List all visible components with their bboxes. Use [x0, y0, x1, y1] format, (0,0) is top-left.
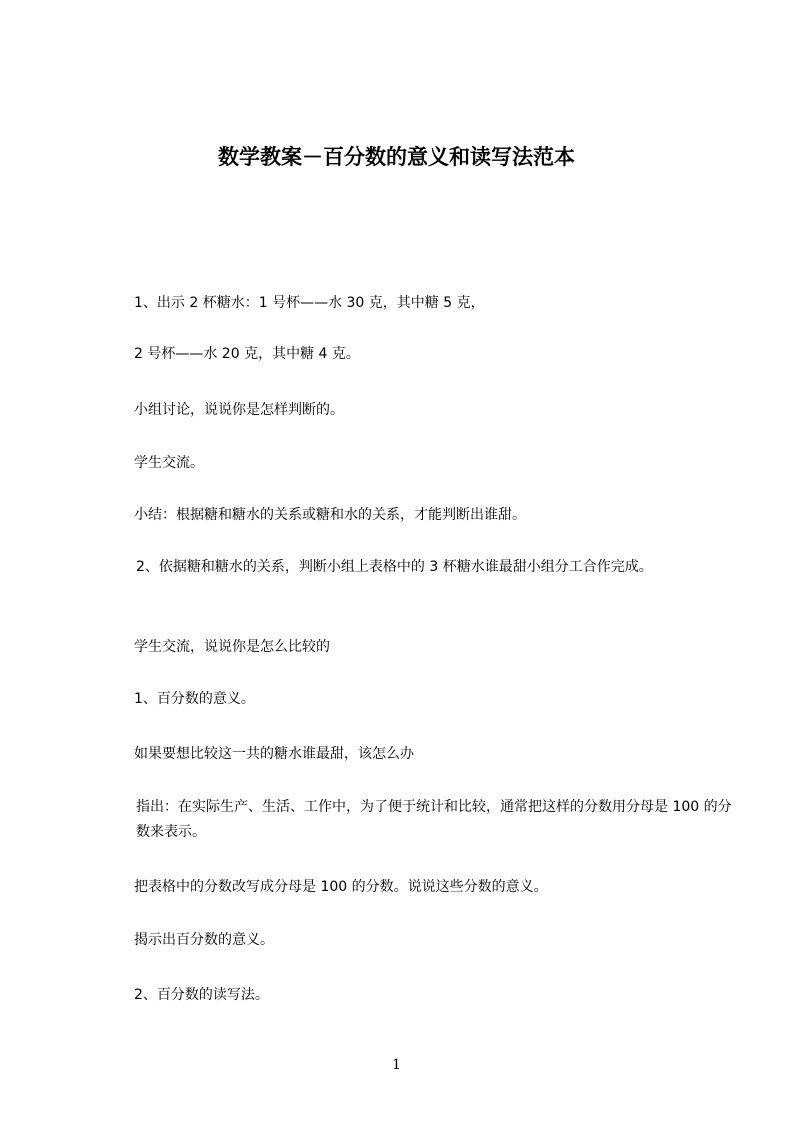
paragraph-9: 如果要想比较这一共的糖水谁最甜，该怎么办: [134, 746, 414, 762]
page-number: 1: [392, 1057, 401, 1073]
paragraph-8: 1、百分数的意义。: [134, 691, 255, 707]
page-title: 数学教案－百分数的意义和读写法范本: [218, 145, 575, 169]
paragraph-2: 2 号杯——水 20 克，其中糖 4 克。: [134, 346, 360, 362]
paragraph-13: 2、百分数的读写法。: [134, 987, 269, 1003]
paragraph-1: 1、出示 2 杯糖水：1 号杯——水 30 克，其中糖 5 克，: [134, 295, 485, 311]
paragraph-5: 小结：根据糖和糖水的关系或糖和水的关系，才能判断出谁甜。: [134, 507, 526, 523]
paragraph-12: 揭示出百分数的意义。: [134, 932, 274, 948]
paragraph-4: 学生交流。: [134, 455, 204, 471]
paragraph-7: 学生交流，说说你是怎么比较的: [134, 639, 330, 655]
paragraph-3: 小组讨论，说说你是怎样判断的。: [134, 402, 344, 418]
paragraph-6: 2、依据糖和糖水的关系，判断小组上表格中的 3 杯糖水谁最甜小组分工合作完成。: [136, 559, 653, 575]
paragraph-10: 指出：在实际生产、生活、工作中，为了便于统计和比较，通常把这样的分数用分母是 100 的分数来表示。: [136, 799, 732, 840]
paragraph-11: 把表格中的分数改写成分母是 100 的分数。说说这些分数的意义。: [134, 879, 548, 895]
